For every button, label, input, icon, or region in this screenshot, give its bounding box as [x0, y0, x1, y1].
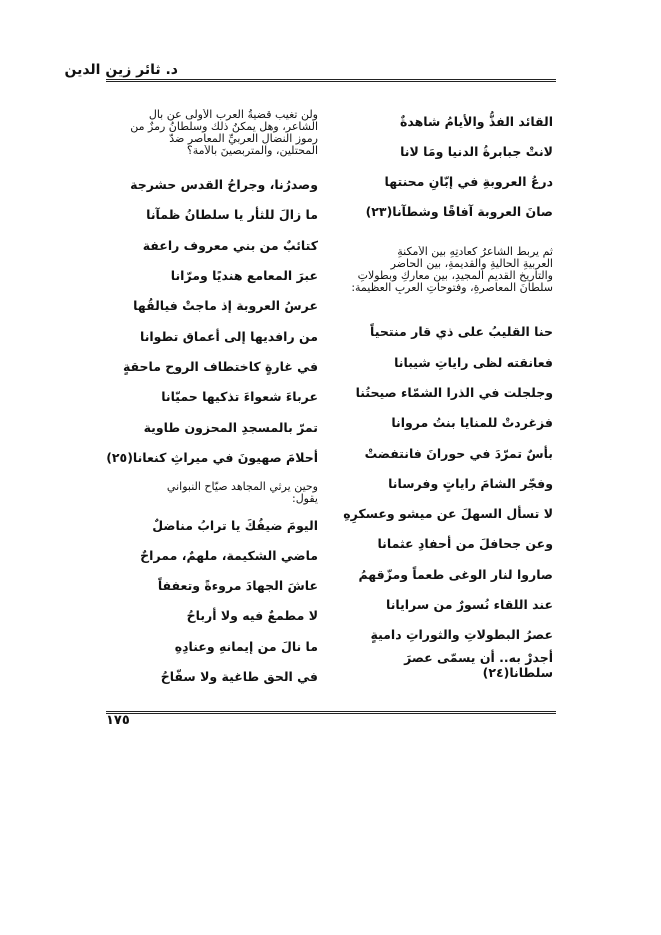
verse-line: من رافديها إلى أعماق تطوانا: [140, 329, 318, 344]
prose-line: العربيةِ الحاليةِ والقديمةِ، بين الحاضرِ: [390, 258, 553, 270]
verse-line: صانَ العروبة آفاقًا وشطآنا(٢٣): [365, 204, 553, 219]
prose-paragraph: [103, 109, 318, 157]
footer-rule: [106, 711, 556, 714]
prose-line: وحين يرثي المجاهد صيّاح النبواني: [166, 481, 318, 493]
prose-line: والتاريخِ القديمِ المجيدِ، بين معاركِ وبطولاتِ: [357, 270, 553, 282]
prose-line: ولن تغيب قضيةُ العرب الأولى عن بال: [148, 109, 318, 121]
prose-line: ثم يربطُ الشاعرُ كعادتِهِ بين الأمكنةِ: [397, 246, 553, 258]
prose-line: يقول:: [291, 493, 318, 505]
verse-line-part: أجدرْ به.. أن يسمّى عصرَ: [404, 650, 553, 665]
page-number: ١٧٥: [106, 713, 130, 728]
verse-line: حنا القليبُ على ذي قار منتحياً: [370, 324, 553, 339]
prose-line: المحتلين، والمتربصينَ بالأمة؟: [186, 145, 318, 157]
verse-line: عرسُ العروبة إذ ماجتْ فيالقُها: [133, 298, 318, 313]
verse-line: اليومَ ضيفُكَ يا ترابُ مناضلٌ: [152, 518, 318, 533]
verse-line: درعُ العروبةِ في إبّانِ محنتها: [384, 174, 553, 189]
verse-line: وجلجلت في الذرا الشمّاء صيحتُنا: [355, 385, 553, 400]
verse-line: فزغردتْ للمنايا بنتُ مروانا: [391, 415, 553, 430]
verse-line: تمرّ بالمسجدِ المحزون طاوية: [143, 420, 318, 435]
verse-line: القائد الفذُّ والأيامُ شاهدةٌ: [400, 114, 553, 129]
verse-line: فعانقته لظى راياتِ شيبانا: [394, 355, 553, 370]
verse-line: عبرَ المعامع هنديًا ومرّانا: [170, 268, 318, 283]
verse-line: لا تسأل السهلَ عن ميشو وعسكرِهِ: [343, 506, 553, 521]
verse-line: لانتْ جبابرةُ الدنيا ومَا لانا: [400, 144, 553, 159]
verse-line: عرباءَ شعواءَ تذكيها حميّانا: [161, 389, 318, 404]
verse-line: [338, 650, 553, 679]
header-rule: [106, 79, 556, 82]
verse-line: ما نالَ من إيمانهِ وعنادِهِ: [174, 639, 318, 654]
prose-paragraph: [103, 481, 318, 505]
prose-line: الشاعر، وهل يمكنُ ذلك وسلطانُ رمزٌ من: [130, 121, 318, 133]
verse-line: لا مطمعٌ فيه ولا أرباحُ: [186, 608, 318, 623]
verse-line: صاروا لنار الوغى طعماً ومزّقهمُ: [358, 567, 553, 582]
verse-line: بأسٌ تمرّدَ في حورانَ فانتفضتْ: [364, 446, 553, 461]
verse-line: كتائبٌ من بني معروف راعفة: [142, 238, 318, 253]
verse-line: عاشَ الجهادَ مروءةً وتعففاً: [157, 578, 318, 593]
verse-line: وعن جحافلَ من أحفادِ عثمانا: [377, 536, 553, 551]
verse-line: في غارةٍ كاختطاف الروح ماحقةٍ: [122, 359, 318, 374]
verse-line: وفجّر الشامَ راياتٍ وفرسانا: [388, 476, 553, 491]
prose-line: رموزِ النضالِ العربيِّ المعاصر ضدّ: [169, 133, 318, 145]
verse-line: في الحق طاغية ولا سفّاحُ: [160, 669, 318, 684]
verse-line: ماضي الشكيمة، ملهمٌ، ممراحٌ: [140, 548, 318, 563]
verse-line: ما زالَ للثأر يا سلطانُ ظمآنا: [146, 207, 318, 222]
author-name: د. ثائر زين الدين: [64, 62, 178, 78]
verse-line-part: سلطانا(٢٤): [482, 665, 553, 680]
verse-line: أحلامَ صهيونَ في ميراثِ كنعانا(٢٥): [106, 450, 318, 465]
verse-line: عند اللقاء نُسورٌ من سرايانا: [386, 597, 553, 612]
verse-line: عصرُ البطولاتِ والثوراتِ داميةٍ: [370, 627, 553, 642]
prose-line: سلطانَ المعاصرةِ، وفتوحاتِ العربِ العظيمة:: [351, 282, 553, 294]
prose-paragraph: [338, 246, 553, 294]
verse-line: وصدرُنا، وجراحُ القدس حشرجة: [130, 177, 318, 192]
